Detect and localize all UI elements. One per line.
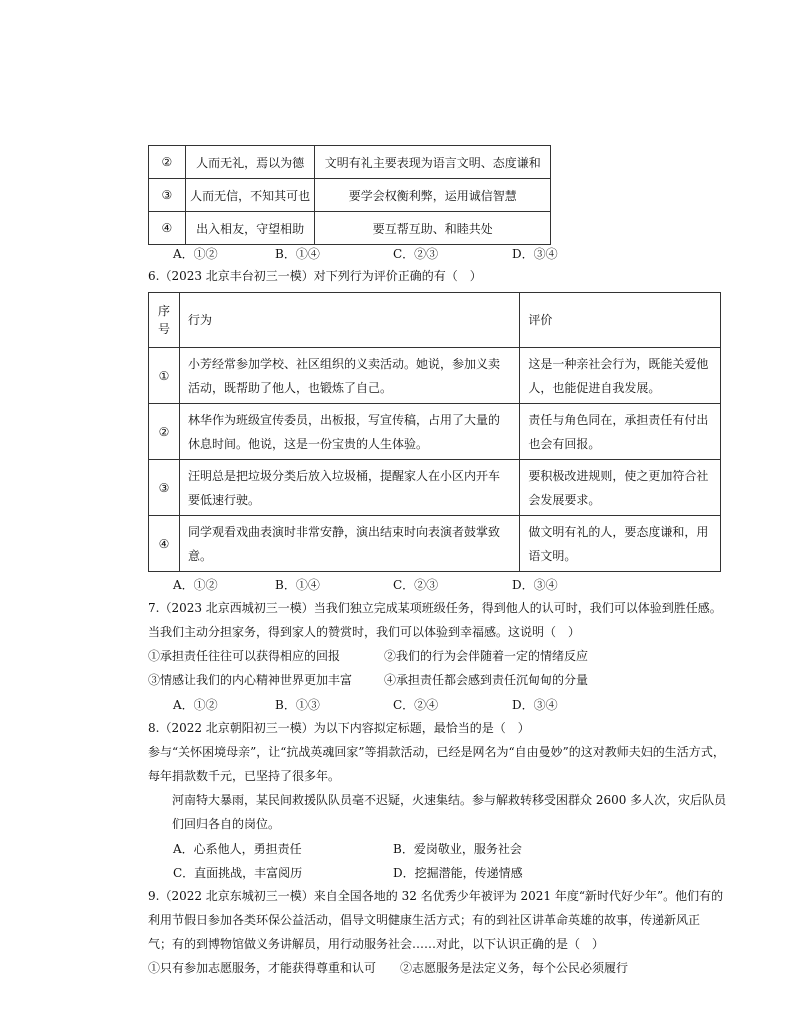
- meaning-cell: 要互帮互助、和睦共处: [315, 212, 551, 245]
- q7-stem-line1: 7.（2023 北京西城初三一模）当我们独立完成某项班级任务，得到他人的认可时，我们可以体验到胜任感。: [148, 601, 722, 615]
- q7-option-d: D．③④: [512, 698, 558, 712]
- table-header-row: [149, 293, 721, 348]
- q7-statement-2: ②我们的行为会伴随着一定的情绪反应: [384, 649, 589, 663]
- saying-table: [148, 145, 551, 245]
- table-row: [149, 348, 721, 404]
- table-row: [149, 146, 551, 179]
- q7-statement-3: ③情感让我们的内心精神世界更加丰富: [148, 673, 353, 687]
- saying-cell: 人而无信，不知其可也: [185, 179, 315, 212]
- header-eval: 评价: [520, 293, 721, 348]
- q9-stem-line1: 9.（2022 北京东城初三一模）来自全国各地的 32 名优秀少年被评为 2021 年度“新时代好少年”。他们有的: [148, 889, 724, 903]
- table-row: [149, 179, 551, 212]
- q9-statement-1: ①只有参加志愿服务，才能获得尊重和认可: [148, 961, 377, 975]
- header-num: 序号: [149, 293, 180, 348]
- q8-passage1-line2: 每年捐款数千元，已坚持了很多年。: [148, 769, 341, 783]
- q9-stem-line2: 利用节假日参加各类环保公益活动，倡导文明健康生活方式；有的到社区讲革命英雄的故事，传递新风正: [148, 913, 701, 927]
- q5-option-c: C．②③: [393, 247, 439, 261]
- row-number: ②: [149, 146, 186, 179]
- saying-cell: 人而无礼，焉以为德: [185, 146, 315, 179]
- q7-stem-line2: 当我们主动分担家务，得到家人的赞赏时，我们可以体验到幸福感。这说明（ ）: [148, 625, 581, 639]
- q6-stem: 6.（2023 北京丰台初三一模）对下列行为评价正确的有（ ）: [148, 269, 482, 283]
- q9-stem-line3: 气；有的到博物馆做义务讲解员，用行动服务社会……对此，以下认识正确的是（ ）: [148, 937, 605, 951]
- behavior-cell: 小芳经常参加学校、社区组织的义卖活动。她说，参加义卖活动，既帮助了他人，也锻炼了自己。: [179, 348, 519, 404]
- meaning-cell: 文明有礼主要表现为语言文明、态度谦和: [315, 146, 551, 179]
- table-row: [149, 460, 721, 516]
- table-row: [149, 404, 721, 460]
- row-number: ④: [149, 516, 180, 572]
- q7-statement-1: ①承担责任往往可以获得相应的回报: [148, 649, 341, 663]
- q7-option-b: B．①③: [275, 698, 320, 712]
- q5-option-b: B．①④: [275, 247, 320, 261]
- eval-cell: 这是一种亲社会行为，既能关爱他人，也能促进自我发展。: [520, 348, 721, 404]
- q9-statement-2: ②志愿服务是法定义务，每个公民必须履行: [400, 961, 629, 975]
- saying-cell: 出入相友，守望相助: [185, 212, 315, 245]
- table-row: [149, 516, 721, 572]
- behavior-table: [148, 292, 721, 572]
- q6-option-a: A．①②: [173, 578, 218, 592]
- q8-stem: 8.（2022 北京朝阳初三一模）为以下内容拟定标题，最恰当的是（ ）: [148, 721, 530, 735]
- q7-option-a: A．①②: [173, 698, 218, 712]
- behavior-cell: 汪明总是把垃圾分类后放入垃圾桶，提醒家人在小区内开车要低速行驶。: [179, 460, 519, 516]
- q6-option-d: D．③④: [512, 578, 558, 592]
- q8-option-a: A．心系他人，勇担责任: [173, 842, 302, 856]
- behavior-cell: 同学观看戏曲表演时非常安静，演出结束时向表演者鼓掌致意。: [179, 516, 519, 572]
- row-number: ④: [149, 212, 186, 245]
- q8-passage2-line1: 河南特大暴雨，某民间救援队队员毫不迟疑，火速集结。参与解救转移受困群众 2600 多人次，灾后队员: [172, 793, 727, 807]
- row-number: ②: [149, 404, 180, 460]
- eval-cell: 要积极改进规则，使之更加符合社会发展要求。: [520, 460, 721, 516]
- meaning-cell: 要学会权衡利弊，运用诚信智慧: [315, 179, 551, 212]
- header-behavior: 行为: [179, 293, 519, 348]
- q6-option-b: B．①④: [275, 578, 320, 592]
- q5-option-d: D．③④: [512, 247, 558, 261]
- q8-option-b: B．爱岗敬业，服务社会: [393, 842, 522, 856]
- q7-statement-4: ④承担责任都会感到责任沉甸甸的分量: [384, 673, 589, 687]
- table-row: [149, 212, 551, 245]
- q8-passage2-line2: 们回归各自的岗位。: [172, 817, 281, 831]
- eval-cell: 做文明有礼的人，要态度谦和，用语文明。: [520, 516, 721, 572]
- row-number: ③: [149, 179, 186, 212]
- q8-passage1-line1: 参与“关怀困境母亲”，让“抗战英魂回家”等捐款活动，已经是网名为“自由曼妙”的这对教师夫妇的生活方式，: [148, 745, 725, 759]
- q5-option-a: A．①②: [173, 247, 218, 261]
- q8-option-d: D．挖掘潜能，传递情感: [393, 866, 523, 880]
- q8-option-c: C．直面挑战，丰富阅历: [173, 866, 303, 880]
- row-number: ③: [149, 460, 180, 516]
- row-number: ①: [149, 348, 180, 404]
- q7-option-c: C．②④: [393, 698, 439, 712]
- eval-cell: 责任与角色同在，承担责任有付出也会有回报。: [520, 404, 721, 460]
- q6-option-c: C．②③: [393, 578, 439, 592]
- behavior-cell: 林华作为班级宣传委员，出板报，写宣传稿，占用了大量的休息时间。他说，这是一份宝贵的人生体验。: [179, 404, 519, 460]
